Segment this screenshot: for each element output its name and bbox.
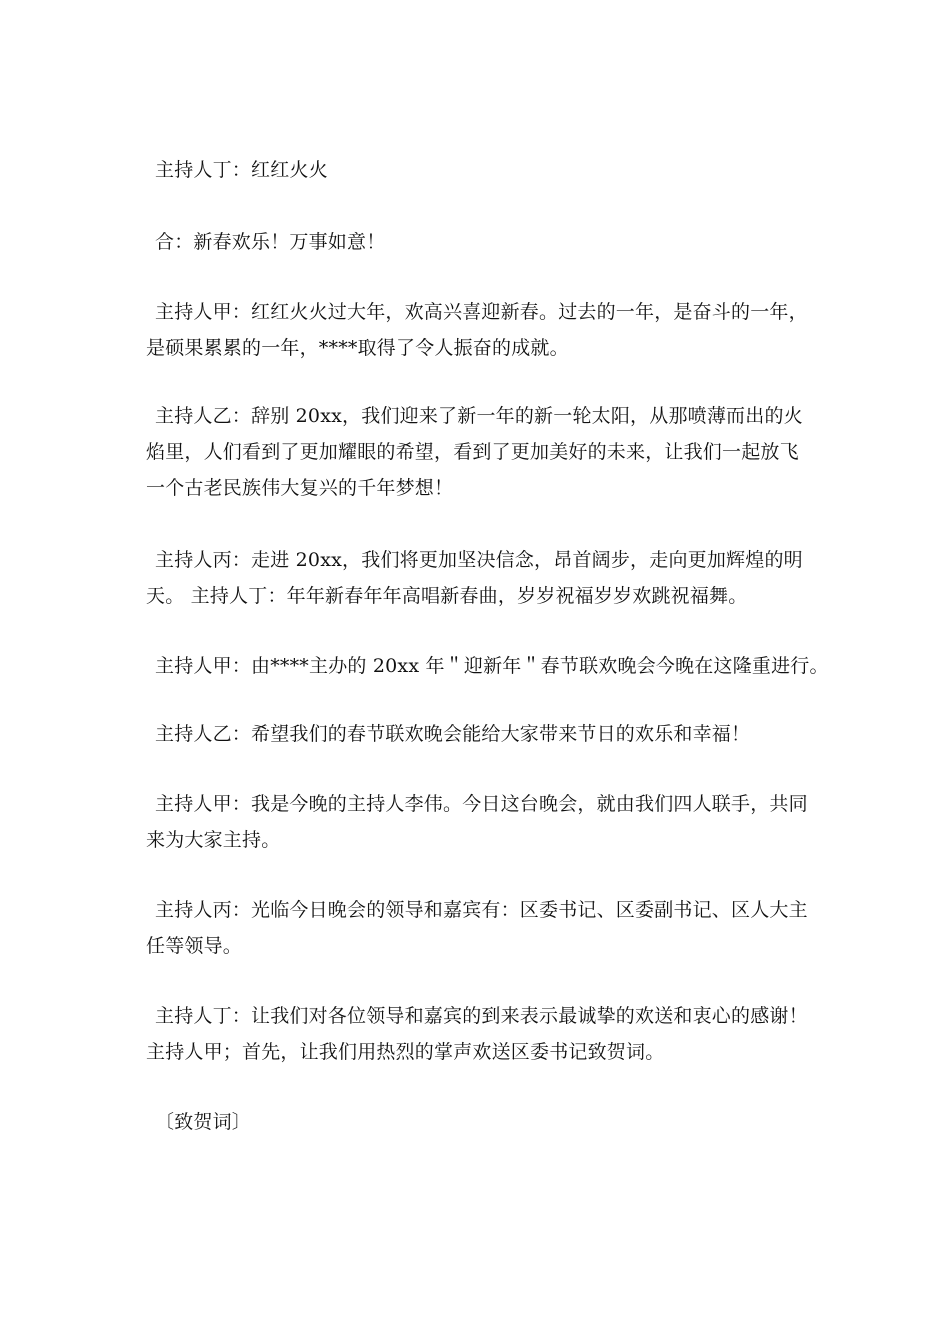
- paragraph-together: [146, 224, 814, 260]
- text-line: 主持人甲：由****主办的 20xx 年＂迎新年＂春节联欢晚会今晚在这隆重进行。: [155, 655, 829, 677]
- paragraph-host-yi-2: [146, 716, 814, 752]
- text-line: 来为大家主持。: [146, 829, 281, 851]
- text-line: 合：新春欢乐！万事如意！: [155, 231, 386, 253]
- text-line: 主持人乙：希望我们的春节联欢晚会能给大家带来节日的欢乐和幸福！: [155, 723, 751, 745]
- text-line: 主持人乙：辞别 20xx，我们迎来了新一年的新一轮太阳，从那喷薄而出的火: [155, 405, 803, 427]
- paragraph-host-bing-1: [146, 542, 814, 614]
- paragraph-host-ding-2: [146, 998, 814, 1070]
- paragraph-host-jia-1: [146, 294, 814, 366]
- text-line: 〔致贺词〕: [155, 1111, 252, 1133]
- paragraph-host-bing-2: [146, 892, 814, 964]
- text-line: 任等领导。: [146, 935, 243, 957]
- text-line: 主持人丁：红红火火: [155, 159, 328, 181]
- text-line: 是硕果累累的一年，****取得了令人振奋的成就。: [146, 337, 569, 359]
- text-line: 焰里，人们看到了更加耀眼的希望，看到了更加美好的未来，让我们一起放飞: [146, 441, 799, 463]
- text-line: 主持人丙：光临今日晚会的领导和嘉宾有：区委书记、区委副书记、区人大主: [155, 899, 808, 921]
- paragraph-host-jia-3: [146, 786, 814, 858]
- text-line: 主持人甲；首先，让我们用热烈的掌声欢送区委书记致贺词。: [146, 1041, 665, 1063]
- text-line: 主持人甲：我是今晚的主持人李伟。今日这台晚会，就由我们四人联手，共同: [155, 793, 808, 815]
- paragraph-host-ding-1: [146, 152, 814, 188]
- paragraph-host-yi-1: [146, 398, 814, 506]
- text-line: 天。 主持人丁：年年新春年年高唱新春曲，岁岁祝福岁岁欢跳祝福舞。: [146, 585, 748, 607]
- paragraph-host-jia-2: [146, 648, 829, 684]
- paragraph-congratulatory-speech: [146, 1104, 814, 1140]
- text-line: 主持人甲：红红火火过大年，欢高兴喜迎新春。过去的一年，是奋斗的一年，: [155, 301, 808, 323]
- text-line: 主持人丙：走进 20xx，我们将更加坚决信念，昂首阔步，走向更加辉煌的明: [155, 549, 803, 571]
- text-line: 一个古老民族伟大复兴的千年梦想！: [146, 477, 454, 499]
- text-line: 主持人丁：让我们对各位领导和嘉宾的到来表示最诚挚的欢送和衷心的感谢！: [155, 1005, 808, 1027]
